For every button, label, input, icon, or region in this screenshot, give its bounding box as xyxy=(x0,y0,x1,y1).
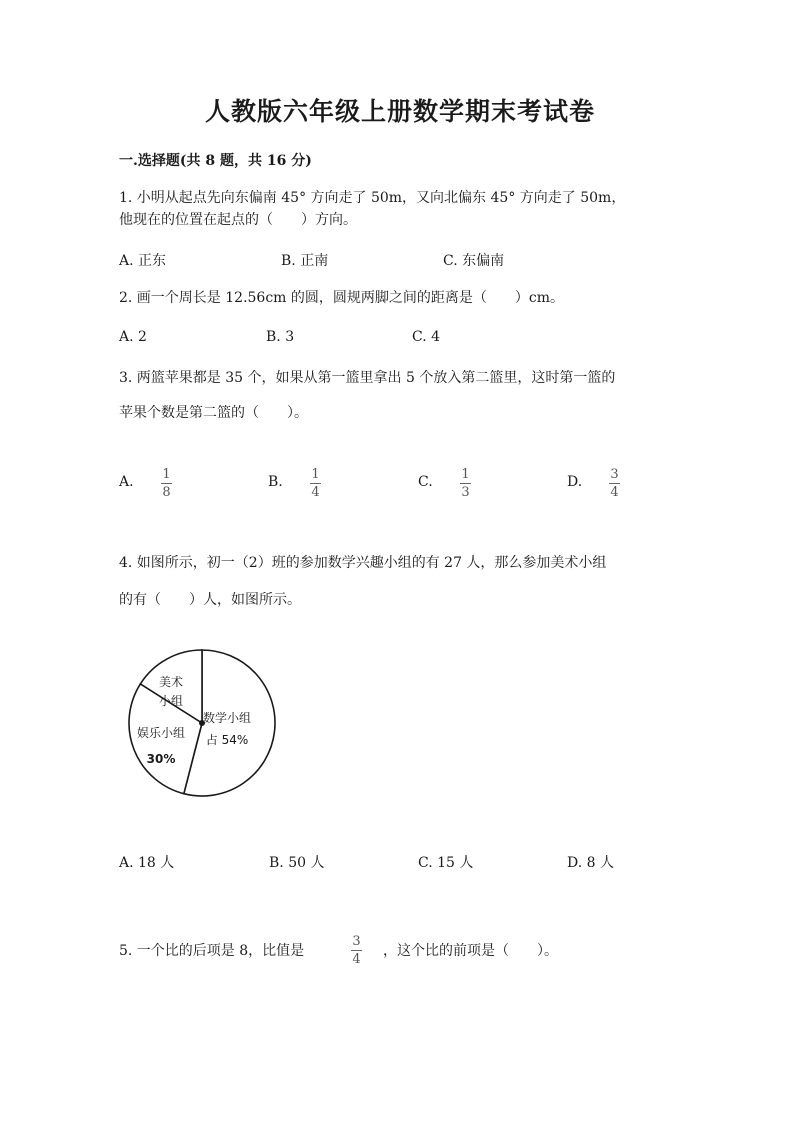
question-3-option-c[interactable]: C. xyxy=(418,474,433,490)
fraction-denominator: 4 xyxy=(610,485,619,500)
question-4-option-a[interactable]: A. 18 人 xyxy=(119,855,175,871)
question-3-option-b[interactable]: B. xyxy=(268,474,283,490)
section-heading: 一.选择题(共 8 题，共 16 分) xyxy=(119,153,312,169)
question-3-line-2: 苹果个数是第二篮的（ ）。 xyxy=(119,405,308,421)
fraction-bar xyxy=(609,483,620,484)
question-1-line-2: 他现在的位置在起点的（ ）方向。 xyxy=(119,212,357,228)
fraction-bar xyxy=(161,483,172,484)
fraction-numerator: 1 xyxy=(311,467,320,482)
fraction-denominator: 4 xyxy=(311,485,320,500)
fraction-numerator: 3 xyxy=(352,934,361,949)
question-1-option-c[interactable]: C. 东偏南 xyxy=(443,253,505,269)
question-5-fraction xyxy=(351,934,362,967)
question-2-option-b[interactable]: B. 3 xyxy=(266,329,295,345)
pie-label-art-2: 小组 xyxy=(158,694,184,708)
question-2-option-a[interactable]: A. 2 xyxy=(119,329,147,345)
pie-label-math-2: 占 54% xyxy=(205,733,249,747)
fraction-bar xyxy=(310,483,321,484)
question-4-line-2: 的有（ ）人，如图所示。 xyxy=(119,592,301,608)
question-3-option-d[interactable]: D. xyxy=(567,474,583,490)
pie-label-art-1: 美术 xyxy=(158,675,184,689)
question-1-line-1: 1. 小明从起点先向东偏南 45° 方向走了 50m，又向北偏东 45° 方向走了 50m， xyxy=(119,190,626,206)
pie-label-fun-2: 30% xyxy=(146,752,176,766)
page-title: 人教版六年级上册数学期末考试卷 xyxy=(204,97,595,126)
question-4-option-c[interactable]: C. 15 人 xyxy=(418,855,474,871)
question-4-option-d[interactable]: D. 8 人 xyxy=(567,855,614,871)
question-2-option-c[interactable]: C. 4 xyxy=(412,329,441,345)
fraction-option-c xyxy=(460,467,471,500)
question-1-option-a[interactable]: A. 正东 xyxy=(119,253,167,269)
fraction-denominator: 8 xyxy=(162,485,171,500)
fraction-option-d xyxy=(609,467,620,500)
fraction-numerator: 1 xyxy=(162,467,171,482)
fraction-bar xyxy=(351,950,362,951)
pie-label-math-1: 数学小组 xyxy=(202,711,252,725)
fraction-option-a xyxy=(161,467,172,500)
fraction-denominator: 3 xyxy=(461,485,470,500)
fraction-numerator: 1 xyxy=(461,467,470,482)
pie-chart xyxy=(118,646,288,806)
question-5-text-after: ，这个比的前项是（ ）。 xyxy=(383,943,558,959)
fraction-option-b xyxy=(310,467,321,500)
question-4-option-b[interactable]: B. 50 人 xyxy=(269,855,325,871)
fraction-bar xyxy=(460,483,471,484)
fraction-numerator: 3 xyxy=(610,467,619,482)
question-4-line-1: 4. 如图所示，初一（2）班的参加数学兴趣小组的有 27 人，那么参加美术小组 xyxy=(119,555,607,571)
fraction-denominator: 4 xyxy=(352,952,361,967)
question-3-option-a[interactable]: A. xyxy=(119,474,134,490)
question-5-text-before: 5. 一个比的后项是 8，比值是 xyxy=(119,943,305,959)
pie-label-fun-1: 娱乐小组 xyxy=(136,726,186,740)
question-2-line-1: 2. 画一个周长是 12.56cm 的圆，圆规两脚之间的距离是（ ）cm。 xyxy=(119,290,565,306)
question-3-line-1: 3. 两篮苹果都是 35 个，如果从第一篮里拿出 5 个放入第二篮里，这时第一篮的 xyxy=(119,370,616,386)
question-1-option-b[interactable]: B. 正南 xyxy=(281,253,329,269)
